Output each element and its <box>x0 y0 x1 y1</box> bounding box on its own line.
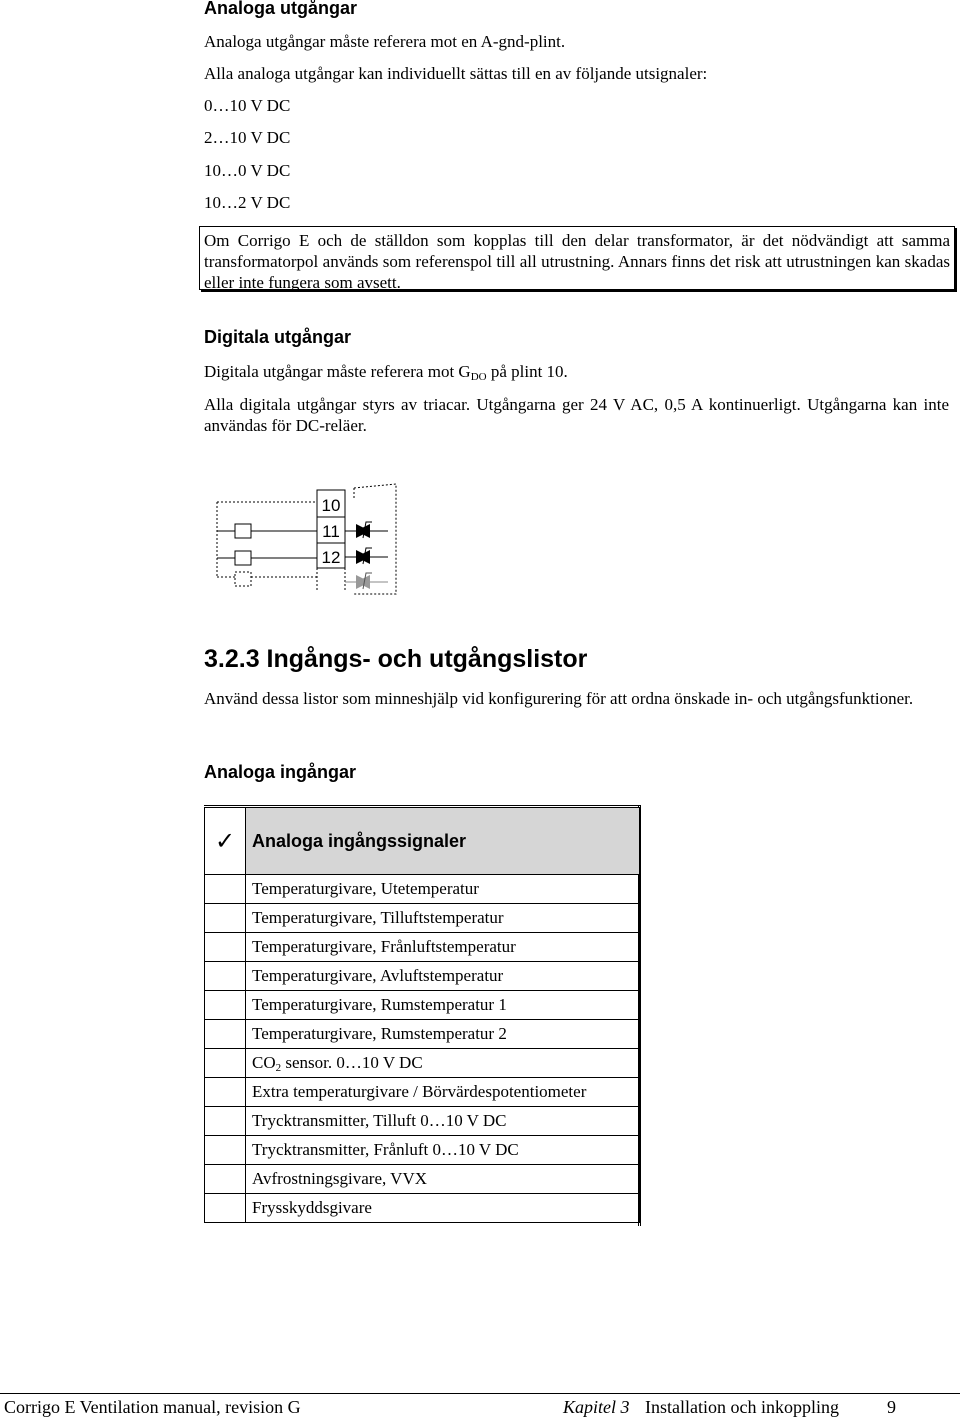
checkbox-cell[interactable] <box>205 1020 246 1049</box>
row-label: Extra temperaturgivare / Börvärdespotentiometer <box>246 1078 640 1107</box>
table-row <box>205 933 640 962</box>
digital-out-line1 <box>204 361 568 388</box>
signal-option: 2…10 V DC <box>204 128 291 147</box>
wiring-diagram <box>214 480 404 600</box>
row-label: Temperaturgivare, Tilluftstemperatur <box>246 904 640 933</box>
table-row <box>205 962 640 991</box>
table-row <box>205 991 640 1020</box>
table-row <box>205 1194 640 1223</box>
warning-note-box <box>199 226 955 290</box>
triac-icon <box>345 573 388 589</box>
row-label: Avfrostningsgivare, VVX <box>246 1165 640 1194</box>
table-header-row <box>205 807 640 875</box>
section-title: 3.2.3 Ingångs- och utgångslistor <box>204 645 588 673</box>
checkbox-cell[interactable] <box>205 1136 246 1165</box>
table-row <box>205 1136 640 1165</box>
table-row <box>205 1165 640 1194</box>
footer-chapter: Kapitel 3 <box>563 1397 630 1417</box>
checkbox-cell[interactable] <box>205 962 246 991</box>
digital-out-line1-end: på plint 10. <box>486 362 568 381</box>
table-row <box>205 875 640 904</box>
relay-coil-icon <box>235 572 251 586</box>
triac-icon <box>345 522 388 538</box>
analog-out-line2: Alla analoga utgångar kan individuellt sättas till en av följande utsignaler: <box>204 64 708 83</box>
relay-coil-icon <box>235 551 251 565</box>
lists-paragraph: Använd dessa listor som minneshjälp vid konfigurering för att ordna önskade in- och utgångsfunktioner. <box>204 689 914 708</box>
footer-chapter-title: Installation och inkoppling <box>645 1397 839 1417</box>
heading-digital-outputs: Digitala utgångar <box>204 327 352 347</box>
terminal-label: 11 <box>322 522 340 541</box>
heading-analog-inputs: Analoga ingångar <box>204 762 357 782</box>
checkbox-cell[interactable] <box>205 933 246 962</box>
checkbox-cell[interactable] <box>205 1107 246 1136</box>
co2-text-end: sensor. 0…10 V DC <box>281 1052 423 1072</box>
gdo-subscript: DO <box>470 371 487 383</box>
row-label: Trycktransmitter, Tilluft 0…10 V DC <box>246 1107 640 1136</box>
analog-out-line1: Analoga utgångar måste referera mot en A-gnd-plint. <box>204 32 566 51</box>
row-label: Frysskyddsgivare <box>246 1194 640 1223</box>
digital-out-line1-text: Digitala utgångar måste referera mot G <box>204 362 471 381</box>
table-row <box>205 1020 640 1049</box>
signal-option: 0…10 V DC <box>204 96 291 115</box>
table-header-label: Analoga ingångssignaler <box>246 807 640 875</box>
signal-option: 10…2 V DC <box>204 193 291 212</box>
row-label: Temperaturgivare, Rumstemperatur 1 <box>246 991 640 1020</box>
checkbox-cell[interactable] <box>205 1078 246 1107</box>
row-label: Trycktransmitter, Frånluft 0…10 V DC <box>246 1136 640 1165</box>
checkbox-cell[interactable] <box>205 1194 246 1223</box>
footer-divider <box>0 1393 960 1394</box>
row-label: Temperaturgivare, Frånluftstemperatur <box>246 933 640 962</box>
table-row <box>205 1078 640 1107</box>
co2-subscript: 2 <box>275 1061 282 1074</box>
footer-manual-title: Corrigo E Ventilation manual, revision G <box>4 1397 301 1417</box>
row-label: Temperaturgivare, Utetemperatur <box>246 875 640 904</box>
checkbox-cell[interactable] <box>205 875 246 904</box>
relay-coil-icon <box>235 524 251 538</box>
heading-analog-outputs: Analoga utgångar <box>204 0 358 18</box>
table-row <box>205 1049 640 1078</box>
checkbox-cell[interactable] <box>205 1049 246 1078</box>
signal-option: 10…0 V DC <box>204 161 291 180</box>
checkmark-icon: ✓ <box>205 807 246 875</box>
co2-text: CO <box>252 1052 276 1072</box>
row-label-co2 <box>246 1049 640 1078</box>
checkbox-cell[interactable] <box>205 1165 246 1194</box>
digital-out-paragraph: Alla digitala utgångar styrs av triacar. Utgångarna ger 24 V AC, 0,5 A kontinuerligt. Utgångarna kan inte användas för DC-reläer. <box>204 395 949 435</box>
table-row <box>205 1107 640 1136</box>
triac-icon <box>345 548 388 564</box>
footer-page-number: 9 <box>887 1397 896 1417</box>
row-label: Temperaturgivare, Rumstemperatur 2 <box>246 1020 640 1049</box>
checkbox-cell[interactable] <box>205 991 246 1020</box>
terminal-label: 10 <box>321 496 341 515</box>
terminal-label: 12 <box>321 548 341 567</box>
analog-inputs-table <box>204 805 640 1223</box>
table-row <box>205 904 640 933</box>
row-label: Temperaturgivare, Avluftstemperatur <box>246 962 640 991</box>
checkbox-cell[interactable] <box>205 904 246 933</box>
warning-note-text: Om Corrigo E och de ställdon som kopplas till den delar transformator, är det nödvändigt att samma transformatorpol används som referenspol till all utrustning. Annars finns det risk att utrustningen kan skadas eller inte fungera som avsett. <box>204 231 950 292</box>
